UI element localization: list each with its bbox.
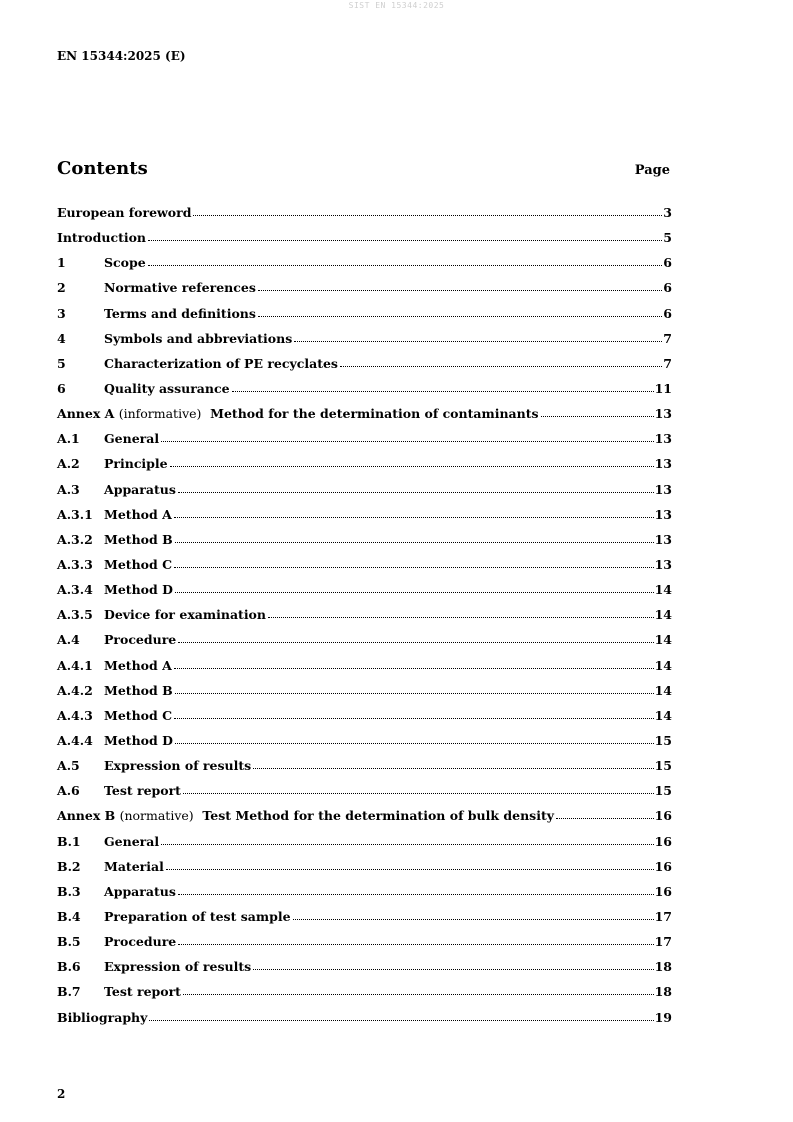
dot-leader <box>178 882 654 895</box>
dot-leader <box>253 957 653 970</box>
toc-entry-number: B.4 <box>57 909 81 924</box>
toc-entry-title: Device for examination <box>104 607 266 623</box>
toc-entry-title: Apparatus <box>104 883 176 899</box>
toc-entry-number: A.6 <box>57 783 80 799</box>
toc-entry-number: B.2 <box>57 858 81 874</box>
dot-leader <box>541 404 654 417</box>
page-column-label: Page <box>634 163 670 178</box>
toc-entry-title: Characterization of PE recyclates <box>104 355 338 371</box>
toc-entry[interactable] <box>57 678 672 703</box>
toc-entry-page: 6 <box>663 255 672 271</box>
toc-entry-page: 11 <box>654 381 672 397</box>
toc-entry[interactable] <box>57 225 672 250</box>
toc-entry-page: 15 <box>654 733 672 749</box>
toc-entry[interactable] <box>57 426 672 451</box>
dot-leader <box>174 505 654 518</box>
toc-entry[interactable] <box>57 301 672 326</box>
toc-entry-number: A.4.1 <box>57 657 93 673</box>
toc-entry-number: A.4.4 <box>57 733 93 749</box>
toc-entry-page: 14 <box>654 607 672 623</box>
dot-leader <box>174 706 654 719</box>
toc-entry[interactable] <box>57 904 672 929</box>
toc-entry-page: 6 <box>663 305 672 321</box>
toc-entry-page: 16 <box>654 833 672 849</box>
toc-entry-title: Normative references <box>104 280 256 296</box>
dot-leader <box>178 480 654 493</box>
toc-entry[interactable] <box>57 778 672 803</box>
annex-type: (informative) <box>118 406 202 422</box>
dot-leader <box>175 731 654 744</box>
annex-title: Test Method for the determination of bulk density <box>202 808 554 824</box>
toc-entry-title: Procedure <box>104 934 177 950</box>
toc-entry-page: 15 <box>654 783 672 799</box>
toc-entry-number: 3 <box>57 305 66 321</box>
toc-entry-title: Method B <box>104 531 173 547</box>
toc-entry-title: Scope <box>104 255 146 271</box>
toc-entry-page: 14 <box>654 657 672 673</box>
toc-entry-title: Method C <box>104 557 173 573</box>
toc-entry-page: 14 <box>654 682 672 698</box>
dot-leader <box>258 304 662 317</box>
dot-leader <box>193 203 662 216</box>
document-id: EN 15344:2025 (E) <box>57 49 186 63</box>
toc-entry-page: 19 <box>654 1009 672 1025</box>
toc-entry-page: 17 <box>654 934 672 950</box>
toc-entry-title: Apparatus <box>104 481 176 497</box>
dot-leader <box>258 278 662 291</box>
toc-entry-number: 2 <box>57 280 66 296</box>
dot-leader <box>170 454 654 467</box>
toc-entry-title: Method A <box>104 506 172 522</box>
toc-entry-page: 13 <box>654 456 672 472</box>
toc-entry[interactable] <box>57 703 672 728</box>
contents-heading <box>57 158 670 179</box>
toc-entry-number: B.5 <box>57 934 81 950</box>
dot-leader <box>166 857 654 870</box>
toc-entry-title: Expression of results <box>104 758 252 774</box>
toc-entry-page: 6 <box>663 280 672 296</box>
dot-leader <box>183 781 654 794</box>
annex-label: Annex B <box>57 808 116 824</box>
dot-leader <box>149 1008 653 1021</box>
dot-leader <box>174 555 654 568</box>
watermark: SIST EN 15344:2025 <box>348 1 445 10</box>
toc-entry-title: Test report <box>104 783 181 799</box>
toc-annex-title <box>57 406 539 421</box>
toc-entry-number: A.1 <box>57 431 80 447</box>
toc-entry[interactable] <box>57 627 672 652</box>
toc-entry-number: A.4.3 <box>57 707 93 723</box>
toc-entry-page: 7 <box>663 355 672 371</box>
toc-entry-number: B.7 <box>57 984 81 1000</box>
toc-entry-number: A.4.2 <box>57 682 93 698</box>
toc-entry[interactable] <box>57 552 672 577</box>
toc-entry-page: 13 <box>654 506 672 522</box>
toc-entry-number: A.5 <box>57 758 80 774</box>
dot-leader <box>294 329 662 342</box>
dot-leader <box>174 656 654 669</box>
toc-entry-title: Quality assurance <box>104 381 230 397</box>
toc-entry-title: Method C <box>104 707 173 723</box>
toc-entry-title: Material <box>104 858 164 874</box>
toc-entry-title: Method D <box>104 733 173 749</box>
dot-leader <box>556 806 654 819</box>
toc-entry-title: Method A <box>104 657 172 673</box>
toc-annex-title <box>57 808 554 823</box>
toc-entry-number: A.3.1 <box>57 506 93 522</box>
toc-entry-number: A.4 <box>57 632 80 648</box>
dot-leader <box>232 379 654 392</box>
toc-entry[interactable] <box>57 376 672 401</box>
toc-entry-title: Principle <box>104 456 168 472</box>
toc-entry[interactable] <box>57 577 672 602</box>
toc-entry-title: Expression of results <box>104 959 252 975</box>
toc-entry-number: 4 <box>57 330 66 346</box>
toc-entry-page: 16 <box>654 808 672 824</box>
toc-entry[interactable] <box>57 477 672 502</box>
annex-label: Annex A <box>57 406 115 422</box>
toc-entry[interactable] <box>57 653 672 678</box>
toc-entry-title: Test report <box>104 984 181 1000</box>
toc-entry-number: B.1 <box>57 833 81 849</box>
annex-type: (normative) <box>119 808 194 824</box>
toc-entry-number: A.2 <box>57 456 80 472</box>
toc-entry-number: 1 <box>57 255 66 271</box>
toc-entry-page: 16 <box>654 858 672 874</box>
dot-leader <box>148 253 663 266</box>
dot-leader <box>148 228 662 241</box>
annex-title: Method for the determination of contaminants <box>210 406 539 422</box>
toc-entry-title: European foreword <box>57 205 192 221</box>
toc-entry-page: 7 <box>663 330 672 346</box>
toc-entry-title: Symbols and abbreviations <box>104 330 293 346</box>
toc-entry-page: 3 <box>663 205 672 221</box>
toc-entry-page: 17 <box>654 909 672 924</box>
toc-entry-page: 13 <box>654 481 672 497</box>
toc-entry-title: Method D <box>104 582 173 598</box>
toc-entry-title: Introduction <box>57 230 147 246</box>
dot-leader <box>183 982 654 995</box>
toc-entry[interactable] <box>57 979 672 1004</box>
dot-leader <box>175 530 654 543</box>
page-number: 2 <box>57 1087 66 1101</box>
toc-entry[interactable] <box>57 200 672 225</box>
toc-entry-title: General <box>104 431 160 447</box>
toc-entry[interactable] <box>57 351 672 376</box>
dot-leader <box>178 932 653 945</box>
toc-entry-page: 13 <box>654 557 672 573</box>
toc-entry[interactable] <box>57 326 672 351</box>
toc-entry-page: 18 <box>654 984 672 1000</box>
toc-entry[interactable] <box>57 275 672 300</box>
toc-entry-page: 5 <box>663 230 672 246</box>
toc-entry[interactable] <box>57 451 672 476</box>
toc-entry-page: 14 <box>654 632 672 648</box>
toc-entry[interactable] <box>57 929 672 954</box>
toc-entry-title: General <box>104 833 160 849</box>
toc-entry[interactable] <box>57 803 672 828</box>
dot-leader <box>175 681 654 694</box>
toc-entry-number: B.6 <box>57 959 81 975</box>
toc-entry-title: Procedure <box>104 632 177 648</box>
toc-entry[interactable] <box>57 854 672 879</box>
dot-leader <box>175 580 654 593</box>
toc-entry-page: 13 <box>654 531 672 547</box>
toc-entry-number: 6 <box>57 381 66 397</box>
toc-entry-number: 5 <box>57 355 66 371</box>
toc-entry[interactable] <box>57 1005 672 1030</box>
toc-entry-number: B.3 <box>57 883 81 899</box>
toc-entry-page: 13 <box>654 431 672 447</box>
toc-entry-page: 13 <box>654 406 672 422</box>
toc-entry[interactable] <box>57 954 672 979</box>
toc-entry-page: 14 <box>654 582 672 598</box>
toc-entry-title: Method B <box>104 682 173 698</box>
toc-entry[interactable] <box>57 829 672 854</box>
toc-entry-page: 15 <box>654 758 672 774</box>
dot-leader <box>161 832 653 845</box>
toc-entry[interactable] <box>57 879 672 904</box>
table-of-contents <box>57 200 672 1030</box>
toc-entry[interactable] <box>57 602 672 627</box>
toc-entry[interactable] <box>57 401 672 426</box>
toc-entry-number: A.3 <box>57 481 80 497</box>
toc-entry-number: A.3.2 <box>57 531 93 547</box>
toc-entry-title: Terms and definitions <box>104 305 256 321</box>
dot-leader <box>293 907 654 920</box>
toc-entry[interactable] <box>57 527 672 552</box>
dot-leader <box>340 354 662 367</box>
toc-entry-title: Preparation of test sample <box>104 909 291 924</box>
contents-title: Contents <box>57 158 148 179</box>
toc-entry-number: A.3.3 <box>57 557 93 573</box>
toc-entry-number: A.3.5 <box>57 607 93 623</box>
toc-entry[interactable] <box>57 728 672 753</box>
toc-entry-page: 18 <box>654 959 672 975</box>
dot-leader <box>268 605 654 618</box>
dot-leader <box>161 429 653 442</box>
dot-leader <box>178 630 653 643</box>
toc-entry-title: Bibliography <box>57 1009 148 1025</box>
toc-entry-page: 14 <box>654 707 672 723</box>
toc-entry[interactable] <box>57 250 672 275</box>
toc-entry[interactable] <box>57 753 672 778</box>
toc-entry[interactable] <box>57 502 672 527</box>
dot-leader <box>253 756 653 769</box>
toc-entry-number: A.3.4 <box>57 582 93 598</box>
toc-entry-page: 16 <box>654 883 672 899</box>
